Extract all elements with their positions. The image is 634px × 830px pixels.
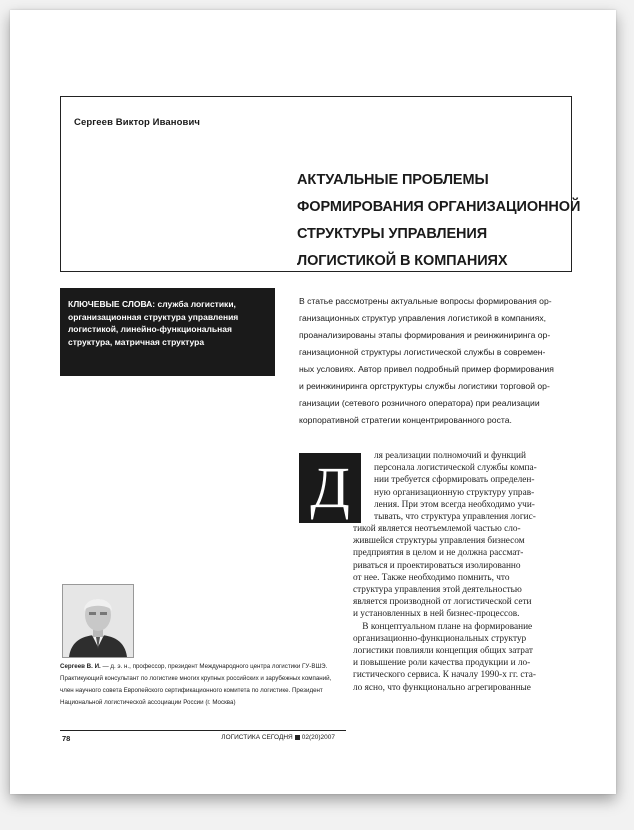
body-line: организационно-функциональных структур [353,633,527,644]
abstract-line: ганизационных структур управления логистикой в компаниях, [299,313,547,323]
drop-cap: Д [299,453,361,523]
article-title [297,167,581,275]
journal-name: ЛОГИСТИКА СЕГОДНЯ [221,734,293,741]
body-line: гистического сервиса. К началу 1990-х гг. ста- [353,670,536,681]
bio-text: — д. э. н., профессор, президент Международного центра логистики ГУ-ВШЭ. Практикующий консультант по логистике многих крупных российских и зарубежных компаний, член научного совета Европейского сертификационного комитета по логистике. Президент Национальной логистической ассоциации России (г. Москва) [60,663,332,706]
abstract-line: ных условиях. Автор привел подробный пример формирования [299,364,554,374]
abstract-line: проанализированы этапы формирования и реинжиниринга ор- [299,330,551,340]
body-line: от нее. Также необходимо помнить, что [353,572,510,583]
page-number: 78 [62,734,71,743]
body-line: В концептуальном плане на формирование [353,621,533,632]
article-abstract [299,293,573,429]
title-line: ФОРМИРОВАНИЯ ОРГАНИЗАЦИОННОЙ [297,199,581,215]
body-line: тикой является неотъемлемой частью сло- [353,524,521,534]
body-line: персонала логистической службы компа- [374,463,537,474]
footer-journal [221,734,335,741]
journal-page [10,10,616,794]
author-portrait [62,584,134,658]
title-line: ЛОГИСТИКОЙ В КОМПАНИЯХ [297,253,508,269]
body-line: ло ясно, что функционально агрегированные [353,682,531,693]
body-line: является производной от логистической сети [353,597,532,608]
body-text-beside-dropcap [374,450,537,523]
issue-number: 02(20)2007 [301,734,335,741]
footer-rule [60,730,346,731]
body-line: предприятия в целом и не должна рассмат- [353,548,524,559]
abstract-line: В статье рассмотрены актуальные вопросы формирования ор- [299,296,552,306]
keywords-box: КЛЮЧЕВЫЕ СЛОВА: служба логистики, организационная структура управления логистикой, линейно-функциональная структура, матричная структура [60,288,275,376]
body-line: тывать, что структура управления логис- [374,512,536,523]
title-line: СТРУКТУРЫ УПРАВЛЕНИЯ [297,226,488,242]
abstract-line: корпоративной стратегии концентрированного роста. [299,415,512,425]
article-header-box [60,96,581,272]
abstract-line: и реинжиниринга оргструктуры службы логистики торговой ор- [299,381,550,391]
body-line: структура управления этой деятельностью [353,585,522,596]
abstract-line: ганизационной структуры логистической службы в современ- [299,347,546,357]
abstract-line: ганизации (сетевого розничного оператора) при реализации [299,398,540,408]
body-line: ления. При этом всегда необходимо учи- [374,499,535,510]
body-line: ную организационную структуру управ- [374,487,535,498]
body-line: нии требуется сформировать определен- [374,475,535,486]
square-separator-icon [295,735,300,740]
body-line: и повышение роли качества продукции и ло- [353,658,531,669]
title-line: АКТУАЛЬНЫЕ ПРОБЛЕМЫ [297,172,489,188]
author-bio [60,661,345,709]
body-line: ля реализации полномочий и функций [374,451,526,461]
bio-name: Сергеев В. И. [60,663,101,670]
body-line: и установленных в ней бизнес-процессов. [353,609,520,620]
author-name: Сергеев Виктор Иванович [74,117,201,128]
author-portrait-image [63,585,133,657]
body-line: риваться и проектироваться изолированно [353,560,521,571]
body-line: логистики повлияли концепция общих затрат [353,646,533,657]
body-text-main [353,523,536,694]
body-line: жившейся структуры управления бизнесом [353,536,525,547]
